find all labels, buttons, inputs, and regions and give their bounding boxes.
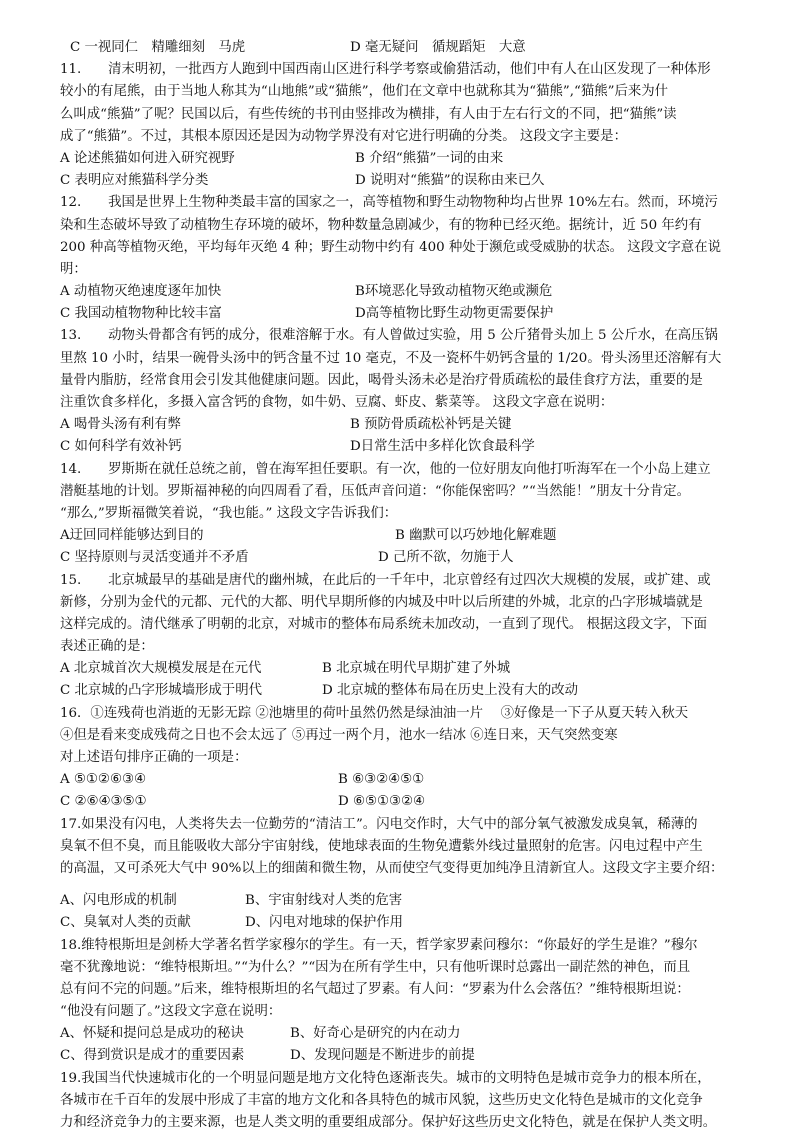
question-17 xyxy=(60,814,764,935)
question-text-line: 12. 我国是世界上生物种类最丰富的国家之一，高等植物和野生动物物种均占世界 10%左右。然而，环境污 xyxy=(60,195,718,211)
options-row xyxy=(60,890,764,912)
question-14 xyxy=(60,459,764,570)
options-row xyxy=(60,1023,764,1045)
option-d: D 毫无疑问 循规蹈矩 大意 xyxy=(350,40,526,55)
option-c: C 坚持原则与灵活变通并不矛盾 xyxy=(60,550,249,566)
question-text-line: 200 种高等植物灭绝，平均每年灭绝 4 种；野生动物中约有 400 种处于濒危或受威胁的状态。 这段文字意在说 xyxy=(60,239,721,255)
question-text-line: 毫不犹豫地说：“维特根斯坦。”“为什么？”“因为在所有学生中，只有他听课时总露出一副茫然的神色，而且 xyxy=(60,959,691,975)
options-row xyxy=(60,414,764,436)
option-d: D高等植物比野生动物更需要保护 xyxy=(355,306,554,322)
option-a: A ⑤①②⑥③④ xyxy=(60,772,146,788)
options-row xyxy=(60,525,764,547)
option-b: B、好奇心是研究的内在动力 xyxy=(290,1026,461,1042)
option-a: A、闪电形成的机制 xyxy=(60,893,177,909)
option-a: A 论述熊猫如何进入研究视野 xyxy=(60,150,235,166)
option-a: A、怀疑和提问总是成功的秘诀 xyxy=(60,1026,244,1042)
exam-page xyxy=(60,37,764,1134)
question-text-line: 注重饮食多样化，多摄入富含钙的食物，如牛奶、豆腐、虾皮、紫菜等。 这段文字意在说明： xyxy=(60,395,614,410)
option-b: B 北京城在明代早期扩建了外城 xyxy=(322,661,511,677)
question-text-line: 里熬 10 小时，结果一碗骨头汤中的钙含量不过 10 毫克，不及一瓷杯牛奶钙含量的 1/20。骨头汤里还溶解有大 xyxy=(60,350,722,366)
option-a: A 北京城首次大规模发展是在元代 xyxy=(60,661,262,677)
question-11 xyxy=(60,59,764,192)
options-row xyxy=(60,436,764,458)
option-a: A迂回同样能够达到目的 xyxy=(60,528,204,544)
option-b: B环境恶化导致动植物灭绝或濒危 xyxy=(355,284,553,300)
option-d: D 说明对“熊猫”的误称由来已久 xyxy=(355,173,545,189)
options-row xyxy=(60,281,764,303)
question-text-line: 11. 清末明初，一批西方人跑到中国西南山区进行科学考察或偷猎活动，他们中有人在山区发现了一种体形 xyxy=(60,62,711,78)
option-d: D 北京城的整体布局在历史上没有大的改动 xyxy=(322,683,579,699)
option-c: C 如何科学有效补钙 xyxy=(60,439,182,455)
options-row xyxy=(60,791,764,813)
question-text-line: 臭氧不但不臭，而且能吸收大部分宇宙射线，使地球表面的生物免遭紫外线过量照射的危害。闪电过程中产生 xyxy=(60,838,703,854)
options-row xyxy=(60,658,764,680)
options-row xyxy=(60,170,764,192)
question-16 xyxy=(60,703,764,814)
question-text-line: “他没有问题了。”这段文字意在说明： xyxy=(60,1004,282,1020)
question-12 xyxy=(60,192,764,325)
question-text-line: 总有问不完的问题。”后来，维特根斯坦的名气超过了罗素。有人问：“罗素为什么会落伍？”维特根斯坦说： xyxy=(60,981,690,997)
question-text-line: 19.我国当代快速城市化的一个明显问题是地方文化特色逐渐丧失。城市的文明特色是城市竞争力的根本所在， xyxy=(60,1070,711,1086)
question-text-line: 成了“熊猫”。不过，其根本原因还是因为动物学界没有对它进行明确的分类。 这段文字主要是： xyxy=(60,128,627,144)
question-text-line: 较小的有尾熊，由于当地人称其为“山地熊”或“猫熊”，他们在文章中也就称其为“猫熊”,“猫熊”后来为什 xyxy=(60,84,669,100)
question-text-line: 13. 动物头骨都含有钙的成分，很难溶解于水。有人曾做过实验，用 5 公斤猪骨头加上 5 公斤水，在高压锅 xyxy=(60,328,718,344)
option-b: B、宇宙射线对人类的危害 xyxy=(245,893,403,909)
question-text-line: 16．①连残荷也消逝的无影无踪 ②池塘里的荷叶虽然仍然是绿油油一片 ③好像是一下子从夏天转入秋天 xyxy=(60,705,689,721)
question-18 xyxy=(60,935,764,1068)
question-text-line: ④但是看来变成残荷之日也不会太远了 ⑤再过一两个月，池水一结冰 ⑥连日来，天气突然变寒 xyxy=(60,727,618,743)
option-a: A 喝骨头汤有利有弊 xyxy=(60,417,182,433)
options-row xyxy=(60,547,764,569)
option-a: A 动植物灭绝速度逐年加快 xyxy=(60,284,222,300)
option-d: D 己所不欲，勿施于人 xyxy=(378,550,514,566)
question-text-line: 15. 北京城最早的基础是唐代的幽州城，在此后的一千年中，北京曾经有过四次大规模的发展，或扩建、或 xyxy=(60,572,711,588)
question-text-line: 对上述语句排序正确的一项是： xyxy=(60,750,248,765)
options-row xyxy=(60,37,764,59)
options-row xyxy=(60,680,764,702)
option-d: D、闪电对地球的保护作用 xyxy=(245,915,404,931)
question-text-line: 17.如果没有闪电，人类将失去一位勤劳的“清洁工”。闪电交作时，大气中的部分氧气被激发成臭氧，稀薄的 xyxy=(60,816,698,832)
option-c: C ②⑥④③⑤① xyxy=(60,794,147,810)
question-text-line: 新修，分别为金代的元都、元代的大都、明代早期所修的内城及中叶以后所建的外城，北京的凸字形城墙就是 xyxy=(60,594,703,610)
options-row xyxy=(60,303,764,325)
option-b: B 介绍“熊猫”一词的由来 xyxy=(355,150,504,166)
question-text-line: 的高温，又可杀死大气中 90%以上的细菌和微生物，从而使空气变得更加纯净且清新宜人。这段文字主要介绍： xyxy=(60,860,724,876)
question-15 xyxy=(60,570,764,703)
question-text-line: 这样完成的。清代继承了明朝的北京，对城市的整体布局系统未加改动，一直到了现代。 根据这段文字，下面 xyxy=(60,616,708,632)
options-row xyxy=(60,148,764,170)
option-c: C、得到赏识是成才的重要因素 xyxy=(60,1048,245,1064)
question-text-line: 染和生态破坏导致了动植物生存环境的破坏，物种数量急剧减少，有的物种已经灭绝。据统计，近 50 年约有 xyxy=(60,217,702,233)
question-text-line: 么叫成“熊猫”了呢？民国以后，有些传统的书刊由竖排改为横排，有人由于左右行文的不同，把“猫熊”读 xyxy=(60,106,677,122)
question-text-line: 表述正确的是： xyxy=(60,639,154,655)
option-d: D、发现问题是不断进步的前提 xyxy=(290,1048,475,1064)
option-c: C、臭氧对人类的贡献 xyxy=(60,915,191,931)
question-text-line: 14. 罗斯斯在就任总统之前，曾在海军担任要职。有一次，他的一位好朋友向他打听海军在一个小岛上建立 xyxy=(60,461,711,477)
option-d: D日常生活中多样化饮食最科学 xyxy=(350,439,535,455)
question-19 xyxy=(60,1068,764,1134)
option-d: D ⑥⑤①③②④ xyxy=(338,794,426,810)
option-b: B ⑥③②④⑤① xyxy=(338,772,425,788)
question-text-line: 量骨内脂肪，经常食用会引发其他健康问题。因此，喝骨头汤未必是治疗骨质疏松的最佳食疗方法，重要的是 xyxy=(60,372,703,388)
option-b: B 预防骨质疏松补钙是关键 xyxy=(350,417,512,433)
option-c: C 一视同仁 精雕细刻 马虎 xyxy=(70,40,246,55)
option-c: C 我国动植物物种比较丰富 xyxy=(60,306,222,322)
question-text-line: 力和经济竞争力的主要来源，也是人类文明的重要组成部分。保护好这些历史文化特色，就是在保护人类文明。 xyxy=(60,1115,717,1130)
options-row xyxy=(60,769,764,791)
question-text-line: 明： xyxy=(60,261,87,277)
option-b: B 幽默可以巧妙地化解难题 xyxy=(395,528,557,544)
option-c: C 北京城的凸字形城墙形成于明代 xyxy=(60,683,262,699)
options-row xyxy=(60,1045,764,1067)
blank-gap xyxy=(60,880,764,890)
question-13 xyxy=(60,325,764,458)
option-c: C 表明应对熊猫科学分类 xyxy=(60,173,209,189)
question-text-line: 各城市在千百年的发展中形成了丰富的地方文化和各具特色的城市风貌，这些历史文化特色是城市的文化竞争 xyxy=(60,1092,703,1108)
question-text-line: 18.维特根斯坦是剑桥大学著名哲学家穆尔的学生。有一天，哲学家罗素问穆尔：“你最好的学生是谁？”穆尔 xyxy=(60,937,698,953)
question-text-line: 潜艇基地的计划。罗斯福神秘的向四周看了看，压低声音问道：“你能保密吗？”“当然能！”朋友十分肯定。 xyxy=(60,483,690,499)
question-text-line: “那么,”罗斯福微笑着说，“我也能。” 这段文字告诉我们： xyxy=(60,505,398,521)
options-row xyxy=(60,912,764,934)
